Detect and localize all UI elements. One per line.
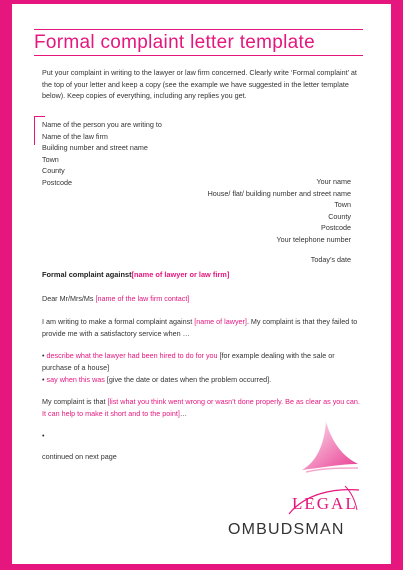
sender-line: Town [334, 200, 351, 210]
recipient-line: Name of the law firm [42, 131, 108, 141]
paragraph2-start: My complaint is that [42, 397, 108, 406]
bullet-item [42, 374, 360, 386]
salutation-placeholder: [name of the law firm contact] [95, 294, 190, 303]
sender-address [208, 176, 351, 246]
logo-ombudsman: OMBUDSMAN [228, 521, 345, 538]
recipient-line: Name of the person you are writing to [42, 120, 162, 129]
subject-line [42, 270, 229, 279]
swoosh-graphic [296, 412, 360, 476]
right-border [391, 0, 403, 570]
salutation-text: Dear Mr/Mrs/Ms [42, 294, 96, 303]
page-title: Formal complaint letter template [34, 32, 315, 53]
sender-line: Your telephone number [276, 234, 351, 244]
bullet1-placeholder: describe what the lawyer had been hired to do for you [46, 351, 218, 360]
paragraph1-start: I am writing to make a formal complaint against [42, 317, 195, 326]
paragraph1-placeholder: [name of lawyer] [194, 317, 247, 326]
paragraph1-end: . My complaint is that they failed to provide me with a satisfactory service when … [42, 317, 358, 338]
title-rule-top [34, 29, 363, 30]
bullet-symbol: • [42, 351, 45, 360]
bullet-symbol: • [42, 375, 45, 384]
recipient-line: Postcode [42, 177, 72, 187]
logo-legal: LEGAL [292, 494, 358, 513]
paragraph2-end: … [179, 408, 188, 418]
bullet-item [42, 350, 360, 373]
left-border [0, 0, 12, 570]
sender-line: Postcode [321, 223, 351, 233]
sender-line: County [328, 211, 351, 221]
paragraph-complaint [42, 316, 360, 339]
recipient-address [42, 119, 162, 189]
bullet2-placeholder: say when this was [46, 375, 105, 384]
bottom-border [0, 564, 403, 570]
recipient-line: County [42, 166, 65, 176]
salutation [42, 293, 360, 305]
logo-flourish [285, 484, 365, 520]
top-border [0, 0, 403, 4]
paragraph2-placeholder: [list what you think went wrong or wasn’t done properly. Be as clear as you can. It can help to make it short and to the point] [42, 397, 360, 418]
subject-label: Formal complaint against [42, 270, 132, 279]
sender-line: House/ flat/ building number and street name [207, 188, 351, 198]
title-rule-bottom [34, 55, 363, 56]
sender-line: Your name [316, 177, 351, 186]
recipient-line: Town [42, 154, 59, 164]
continued-note: continued on next page [42, 452, 117, 461]
subject-placeholder: [name of lawyer or law firm] [131, 270, 230, 279]
bullet2-rest: [give the date or dates when the problem occurred]. [104, 375, 272, 384]
letter-date: Today’s date [310, 255, 351, 264]
recipient-line: Building number and street name [42, 143, 148, 153]
empty-bullet: • [42, 431, 45, 440]
intro-paragraph: Put your complaint in writing to the lawyer or law firm concerned. Clearly write ‘Formal complaint’ at the top of your letter and keep a copy (see the example we have suggested in the letter template below). Keep copies of everything, including any replies you get. [42, 68, 357, 101]
bullet1-rest: [for example dealing with the sale or purchase of a house] [42, 351, 335, 372]
